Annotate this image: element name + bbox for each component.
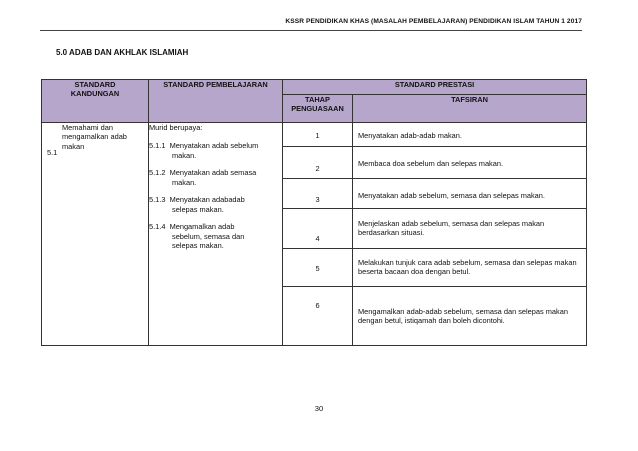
tafsiran-text: Menjelaskan adab sebelum, semasa dan selepas makan berdasarkan situasi.: [358, 219, 545, 238]
prestasi-row-divider: [282, 248, 586, 249]
pembelajaran-item-text: Mengamalkan adab: [169, 222, 235, 232]
prestasi-row-divider: [282, 208, 586, 209]
tahap-level: 1: [315, 131, 320, 140]
pembelajaran-item-text-cont: sebelum, semasa dan: [172, 231, 245, 241]
pembelajaran-item-number: 5.1.4: [149, 222, 166, 232]
pembelajaran-item: [149, 222, 282, 250]
pembelajaran-item-number: 5.1.1: [149, 141, 166, 151]
pembelajaran-cell: [149, 123, 283, 346]
pembelajaran-item-text-cont: makan.: [172, 150, 197, 160]
tahap-level: 6: [315, 301, 320, 310]
tahap-column: [283, 123, 353, 346]
page-number: 30: [314, 404, 324, 413]
tafsiran-text: Mengamalkan adab-adab sebelum, semasa dan selepas makan dengan betul, istiqamah dan boleh dicontohi.: [358, 307, 568, 326]
pembelajaran-item: [149, 141, 282, 160]
tahap-level: 4: [315, 234, 320, 243]
pembelajaran-item: [149, 195, 282, 214]
prestasi-row-divider: [282, 286, 586, 287]
header-standard-pembelajaran: STANDARD PEMBELAJARAN: [149, 80, 283, 123]
pembelajaran-item-text-cont: selepas makan.: [172, 241, 224, 251]
tahap-level: 2: [315, 164, 320, 173]
tafsiran-text: Menyatakan adab-adab makan.: [358, 131, 462, 140]
header-standard-kandungan: STANDARD KANDUNGAN: [42, 80, 149, 123]
tafsiran-text: Membaca doa sebelum dan selepas makan.: [358, 159, 504, 168]
kandungan-cell: [42, 123, 149, 346]
header-standard-prestasi: STANDARD PRESTASI: [283, 80, 587, 95]
tafsiran-text: Menyatakan adab sebelum, semasa dan selepas makan.: [358, 191, 545, 200]
running-header: KSSR PENDIDIKAN KHAS (MASALAH PEMBELAJARAN) PENDIDIKAN ISLAM TAHUN 1 2017: [285, 18, 582, 25]
tafsiran-column: [353, 123, 587, 346]
header-rule: [40, 30, 582, 31]
tahap-level: 5: [315, 264, 320, 273]
pembelajaran-item-text-cont: makan.: [172, 177, 197, 187]
pembelajaran-item-text: Menyatakan adabadab: [169, 195, 245, 205]
tahap-level: 3: [315, 195, 320, 204]
prestasi-row-divider: [282, 178, 586, 179]
standards-table: [41, 79, 587, 346]
header-tafsiran: TAFSIRAN: [353, 95, 587, 123]
pembelajaran-item-number: 5.1.2: [149, 168, 166, 178]
pembelajaran-intro: Murid berupaya:: [149, 123, 203, 132]
pembelajaran-item-text: Menyatakan adab semasa: [169, 168, 257, 178]
kandungan-text: Memahami dan mengamalkan adab makan: [62, 123, 127, 151]
pembelajaran-item: [149, 168, 282, 187]
tafsiran-text: Melakukan tunjuk cara adab sebelum, semasa dan selepas makan beserta bacaan doa dengan betul.: [358, 258, 577, 277]
kandungan-number: 5.1: [47, 148, 58, 157]
pembelajaran-item-number: 5.1.3: [149, 195, 166, 205]
pembelajaran-item-text: Menyatakan adab sebelum: [169, 141, 259, 151]
prestasi-row-divider: [282, 146, 586, 147]
section-title: 5.0 ADAB DAN AKHLAK ISLAMIAH: [56, 48, 189, 57]
pembelajaran-item-text-cont: selepas makan.: [172, 204, 224, 214]
header-tahap-penguasaan: TAHAP PENGUASAAN: [283, 95, 353, 123]
